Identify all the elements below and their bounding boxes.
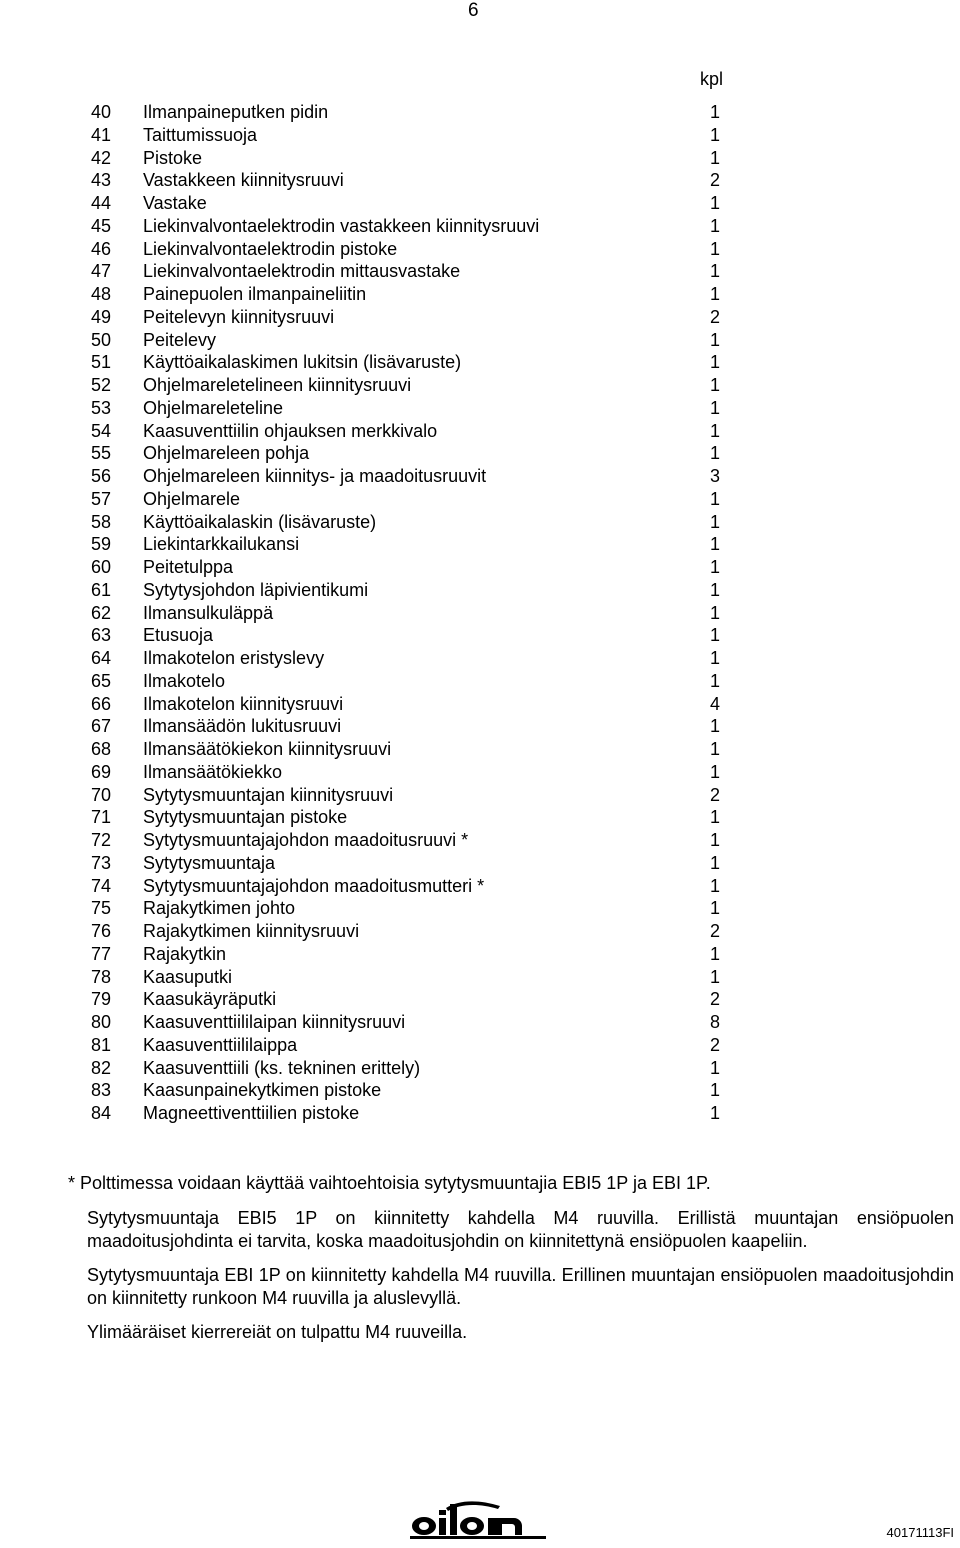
part-name: Ilmakotelon eristyslevy — [143, 648, 325, 668]
part-name: Etusuoja — [143, 625, 214, 646]
part-name: Liekintarkkailukansi — [143, 534, 300, 555]
part-number: 41 — [91, 124, 112, 145]
part-number: 67 — [91, 716, 112, 737]
table-row — [0, 306, 960, 329]
table-row — [0, 624, 960, 647]
part-name: Peitelevy — [143, 329, 217, 350]
part-number: 82 — [91, 1057, 112, 1078]
part-name: Ohjelmareleen pohja — [143, 443, 310, 464]
part-name: Liekinvalvontaelektrodin pistoke — [143, 238, 398, 259]
part-name: Magneettiventtiilien pistoke — [143, 1103, 360, 1123]
part-quantity: 1 — [709, 102, 720, 122]
part-number: 80 — [91, 1012, 112, 1032]
part-name: Kaasuputki — [143, 966, 233, 987]
part-quantity: 8 — [709, 1012, 720, 1032]
part-quantity: 1 — [709, 375, 720, 395]
part-name: Ohjelmareleen kiinnitys- ja maadoitusruuvit — [143, 466, 487, 486]
table-row — [0, 556, 960, 579]
table-row — [0, 283, 960, 306]
part-name: Ilmansulkuläppä — [143, 602, 274, 623]
part-quantity: 1 — [709, 579, 720, 600]
table-row — [0, 1011, 960, 1034]
part-quantity: 1 — [709, 625, 720, 646]
part-quantity: 2 — [709, 989, 720, 1010]
part-name: Kaasunpainekytkimen pistoke — [143, 1080, 382, 1101]
table-row — [0, 124, 960, 147]
table-row — [0, 602, 960, 625]
part-name: Kaasuventtiililaipan kiinnitysruuvi — [143, 1012, 406, 1032]
part-name: Käyttöaikalaskin (lisävaruste) — [143, 511, 377, 532]
page-number: 6 — [468, 0, 479, 21]
part-number: 78 — [91, 966, 112, 987]
part-number: 43 — [91, 170, 112, 191]
table-row — [0, 988, 960, 1011]
part-number: 46 — [91, 238, 112, 259]
part-name: Taittumissuoja — [143, 124, 258, 145]
parts-list — [0, 101, 960, 1125]
part-name: Liekinvalvontaelektrodin mittausvastake — [143, 261, 461, 282]
part-quantity: 1 — [709, 807, 720, 828]
table-row — [0, 329, 960, 352]
part-number: 64 — [91, 648, 112, 668]
part-quantity: 1 — [709, 147, 720, 168]
part-name: Rajakytkimen kiinnitysruuvi — [143, 921, 360, 941]
part-name: Ohjelmarele — [143, 488, 241, 509]
part-number: 52 — [91, 375, 112, 395]
table-row — [0, 238, 960, 261]
part-quantity: 1 — [709, 420, 720, 441]
part-number: 70 — [91, 784, 112, 805]
part-name: Rajakytkimen johto — [143, 898, 296, 919]
table-row — [0, 488, 960, 511]
table-row — [0, 761, 960, 784]
part-quantity: 3 — [709, 466, 720, 486]
part-number: 72 — [91, 830, 112, 850]
table-row — [0, 397, 960, 420]
part-number: 50 — [91, 329, 112, 350]
part-name: Liekinvalvontaelektrodin vastakkeen kiinnitysruuvi — [143, 215, 540, 236]
part-quantity: 1 — [709, 830, 720, 850]
part-quantity: 1 — [709, 193, 720, 213]
part-quantity: 1 — [709, 1103, 720, 1123]
part-name: Ilmansäätökiekko — [143, 761, 283, 782]
part-quantity: 1 — [709, 716, 720, 737]
part-quantity: 1 — [709, 534, 720, 555]
part-quantity: 1 — [709, 124, 720, 145]
part-number: 71 — [91, 807, 112, 828]
table-row — [0, 579, 960, 602]
part-quantity: 2 — [709, 784, 720, 805]
part-number: 81 — [91, 1034, 112, 1055]
note-ebi-transformer: Sytytysmuuntaja EBI 1P on kiinnitetty kahdella M4 ruuvilla. Erillinen muuntajan ensiöpuolen maadoitusjohdin on kiinnitetty runkoon M4 ruuvilla ja aluslevyllä. — [87, 1265, 954, 1308]
part-name: Kaasuventtiililaippa — [143, 1034, 298, 1055]
part-number: 75 — [91, 898, 112, 919]
part-number: 74 — [91, 875, 112, 896]
part-number: 79 — [91, 989, 112, 1010]
part-name: Ohjelmareletelineen kiinnitysruuvi — [143, 375, 412, 395]
part-number: 42 — [91, 147, 112, 168]
quantity-column-header: kpl — [700, 69, 724, 89]
table-row — [0, 147, 960, 170]
part-quantity: 2 — [709, 1034, 720, 1055]
part-name: Kaasuventtiilin ohjauksen merkkivalo — [143, 420, 438, 441]
table-row — [0, 693, 960, 716]
part-quantity: 1 — [709, 943, 720, 964]
table-row — [0, 920, 960, 943]
part-quantity: 1 — [709, 898, 720, 919]
part-quantity: 1 — [709, 329, 720, 350]
part-number: 49 — [91, 306, 112, 327]
part-number: 40 — [91, 102, 112, 122]
table-row — [0, 670, 960, 693]
table-row — [0, 1034, 960, 1057]
part-name: Ilmakotelon kiinnitysruuvi — [143, 693, 344, 714]
part-name: Sytytysjohdon läpivientikumi — [143, 579, 369, 600]
table-row — [0, 420, 960, 443]
part-quantity: 1 — [709, 761, 720, 782]
footnote: * Polttimessa voidaan käyttää vaihtoehtoisia sytytysmuuntajia EBI5 1P ja EBI 1P. — [68, 1173, 711, 1193]
part-number: 60 — [91, 557, 112, 577]
part-quantity: 1 — [709, 966, 720, 987]
part-quantity: 4 — [709, 693, 720, 714]
part-name: Ilmansäätökiekon kiinnitysruuvi — [143, 739, 392, 759]
part-quantity: 2 — [709, 921, 720, 941]
part-number: 56 — [91, 466, 112, 486]
part-quantity: 1 — [709, 488, 720, 509]
part-name: Käyttöaikalaskimen lukitsin (lisävaruste) — [143, 352, 462, 373]
part-quantity: 2 — [709, 306, 720, 327]
table-row — [0, 465, 960, 488]
part-name: Ilmansäädön lukitusruuvi — [143, 716, 342, 737]
part-quantity: 1 — [709, 670, 720, 691]
part-number: 51 — [91, 352, 112, 373]
part-number: 65 — [91, 670, 112, 691]
part-quantity: 1 — [709, 557, 720, 577]
table-row — [0, 784, 960, 807]
part-name: Kaasukäyräputki — [143, 989, 277, 1010]
part-number: 45 — [91, 215, 112, 236]
part-number: 76 — [91, 921, 112, 941]
note-threaded-holes: Ylimääräiset kierrereiät on tulpattu M4 ruuveilla. — [87, 1322, 468, 1342]
table-row — [0, 852, 960, 875]
table-row — [0, 442, 960, 465]
document-code: 40171113FI — [886, 1525, 954, 1540]
table-row — [0, 806, 960, 829]
table-row — [0, 351, 960, 374]
part-number: 53 — [91, 397, 112, 418]
part-number: 44 — [91, 193, 112, 213]
table-row — [0, 715, 960, 738]
part-number: 59 — [91, 534, 112, 555]
part-number: 62 — [91, 602, 112, 623]
part-number: 61 — [91, 579, 112, 600]
note-ebi5-transformer: Sytytysmuuntaja EBI5 1P on kiinnitetty kahdella M4 ruuvilla. Erillistä muuntajan ensiöpuolen maadoitusjohdinta ei tarvita, koska maadoitusjohdin on kiinnitettynä ensiöpuolen kaapeliin. — [87, 1208, 954, 1251]
part-quantity: 1 — [709, 739, 720, 759]
table-row — [0, 374, 960, 397]
table-row — [0, 260, 960, 283]
part-quantity: 1 — [709, 852, 720, 873]
table-row — [0, 101, 960, 124]
part-number: 66 — [91, 693, 112, 714]
part-number: 69 — [91, 761, 112, 782]
part-quantity: 1 — [709, 215, 720, 236]
part-number: 57 — [91, 488, 112, 509]
part-name: Ilmanpaineputken pidin — [143, 102, 329, 122]
table-row — [0, 829, 960, 852]
part-number: 48 — [91, 284, 112, 304]
part-name: Kaasuventtiili (ks. tekninen erittely) — [143, 1057, 421, 1078]
part-quantity: 1 — [709, 602, 720, 623]
table-row — [0, 966, 960, 989]
part-number: 55 — [91, 443, 112, 464]
part-name: Peitetulppa — [143, 557, 234, 577]
part-number: 63 — [91, 625, 112, 646]
table-row — [0, 1102, 960, 1125]
part-quantity: 1 — [709, 261, 720, 282]
oilon-logo — [408, 1500, 548, 1540]
part-quantity: 1 — [709, 443, 720, 464]
table-row — [0, 511, 960, 534]
table-row — [0, 875, 960, 898]
part-name: Painepuolen ilmanpaineliitin — [143, 284, 367, 304]
part-name: Sytytysmuuntajan kiinnitysruuvi — [143, 784, 394, 805]
part-number: 77 — [91, 943, 112, 964]
table-row — [0, 647, 960, 670]
table-row — [0, 169, 960, 192]
table-row — [0, 943, 960, 966]
table-row — [0, 1079, 960, 1102]
part-number: 54 — [91, 420, 112, 441]
part-name: Ohjelmareleteline — [143, 397, 284, 418]
part-number: 83 — [91, 1080, 112, 1101]
part-name: Vastakkeen kiinnitysruuvi — [143, 170, 344, 191]
part-quantity: 1 — [709, 397, 720, 418]
part-name: Sytytysmuuntajajohdon maadoitusruuvi * — [143, 830, 469, 850]
part-quantity: 1 — [709, 1057, 720, 1078]
part-quantity: 1 — [709, 352, 720, 373]
part-quantity: 1 — [709, 875, 720, 896]
part-name: Sytytysmuuntajajohdon maadoitusmutteri * — [143, 875, 485, 896]
part-quantity: 1 — [709, 284, 720, 304]
table-row — [0, 897, 960, 920]
part-number: 58 — [91, 511, 112, 532]
part-quantity: 2 — [709, 170, 720, 191]
part-name: Ilmakotelo — [143, 670, 226, 691]
part-name: Pistoke — [143, 147, 203, 168]
table-row — [0, 215, 960, 238]
part-quantity: 1 — [709, 238, 720, 259]
part-quantity: 1 — [709, 1080, 720, 1101]
part-number: 84 — [91, 1103, 112, 1123]
part-name: Sytytysmuuntajan pistoke — [143, 807, 348, 828]
table-row — [0, 533, 960, 556]
part-quantity: 1 — [709, 511, 720, 532]
part-name: Sytytysmuuntaja — [143, 852, 276, 873]
table-row — [0, 1057, 960, 1080]
table-row — [0, 738, 960, 761]
part-name: Vastake — [143, 193, 207, 213]
part-number: 68 — [91, 739, 112, 759]
part-number: 47 — [91, 261, 112, 282]
table-row — [0, 192, 960, 215]
part-name: Peitelevyn kiinnitysruuvi — [143, 306, 335, 327]
part-quantity: 1 — [709, 648, 720, 668]
part-name: Rajakytkin — [143, 943, 227, 964]
part-number: 73 — [91, 852, 112, 873]
